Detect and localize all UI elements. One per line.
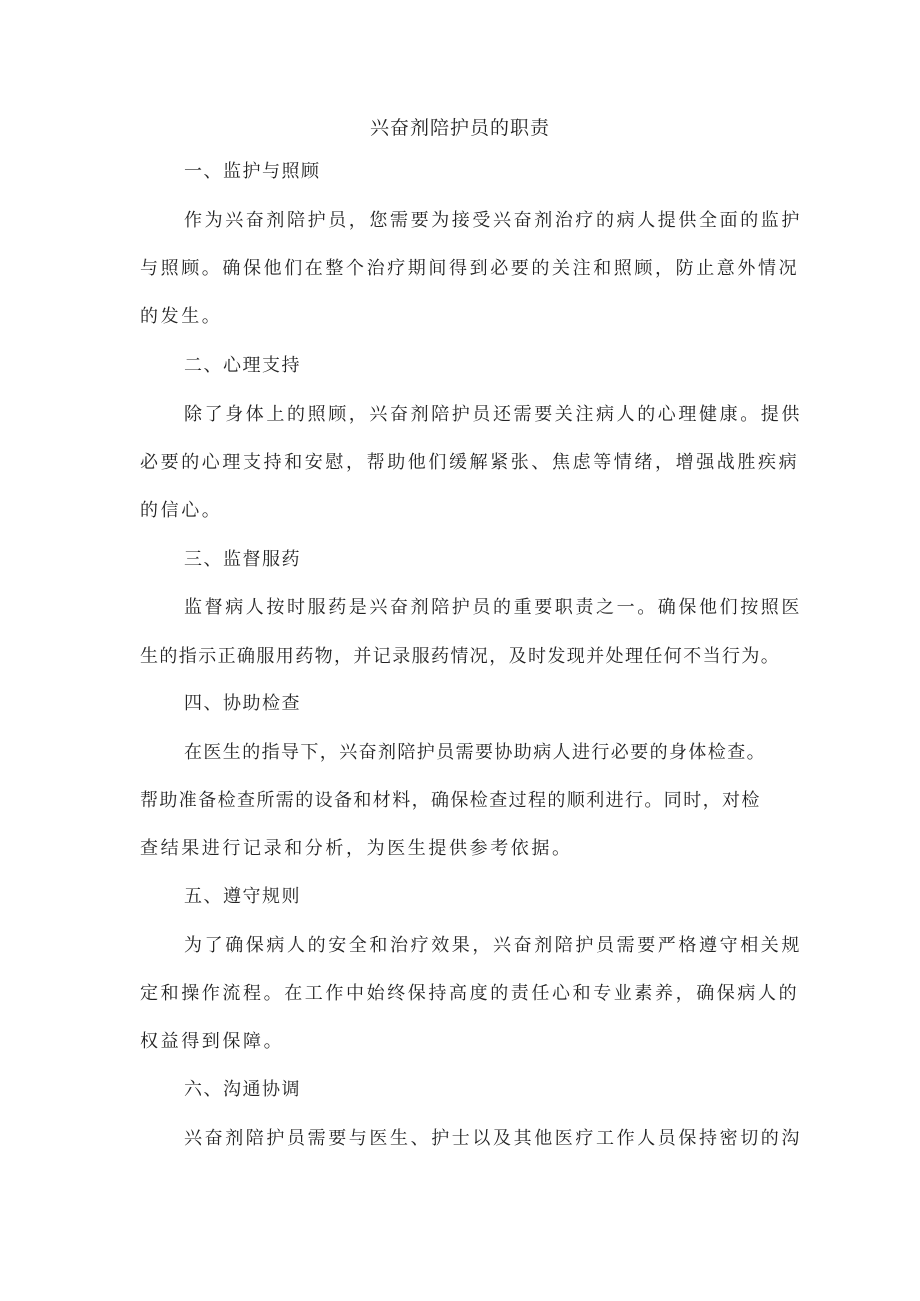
- section-3-line-2: 生的指示正确服用药物，并记录服药情况，及时发现并处理任何不当行为。: [140, 646, 781, 667]
- section-2-line-3: 的信心。: [140, 500, 223, 521]
- section-heading-1: 一、监护与照顾: [184, 161, 321, 182]
- section-2-line-1: 除了身体上的照顾，兴奋剂陪护员还需要关注病人的心理健康。提供: [184, 404, 802, 425]
- section-4-line-2: 帮助准备检查所需的设备和材料，确保检查过程的顺利进行。同时，对检: [140, 790, 761, 811]
- section-1-line-2: 与照顾。确保他们在整个治疗期间得到必要的关注和照顾，防止意外情况: [140, 258, 800, 279]
- document-title: 兴奋剂陪护员的职责: [369, 117, 550, 139]
- section-5-line-1: 为了确保病人的安全和治疗效果，兴奋剂陪护员需要严格遵守相关规: [184, 935, 802, 956]
- section-5-line-3: 权益得到保障。: [140, 1031, 285, 1052]
- section-4-line-3: 查结果进行记录和分析，为医生提供参考依据。: [140, 838, 573, 859]
- section-1-line-3: 的发生。: [140, 306, 223, 327]
- section-2-line-2: 必要的心理支持和安慰，帮助他们缓解紧张、焦虑等情绪，增强战胜疾病: [140, 452, 800, 473]
- section-3-line-1: 监督病人按时服药是兴奋剂陪护员的重要职责之一。确保他们按照医: [184, 597, 802, 618]
- section-5-line-2: 定和操作流程。在工作中始终保持高度的责任心和专业素养，确保病人的: [140, 983, 800, 1004]
- section-heading-6: 六、沟通协调: [184, 1079, 301, 1100]
- section-heading-5: 五、遵守规则: [184, 886, 301, 907]
- section-heading-3: 三、监督服药: [184, 549, 301, 570]
- section-4-line-1: 在医生的指导下，兴奋剂陪护员需要协助病人进行必要的身体检查。: [184, 742, 766, 763]
- section-heading-2: 二、心理支持: [184, 355, 301, 376]
- section-heading-4: 四、协助检查: [184, 693, 301, 714]
- section-6-line-1: 兴奋剂陪护员需要与医生、护士以及其他医疗工作人员保持密切的沟: [184, 1128, 802, 1149]
- section-1-line-1: 作为兴奋剂陪护员，您需要为接受兴奋剂治疗的病人提供全面的监护: [184, 210, 802, 231]
